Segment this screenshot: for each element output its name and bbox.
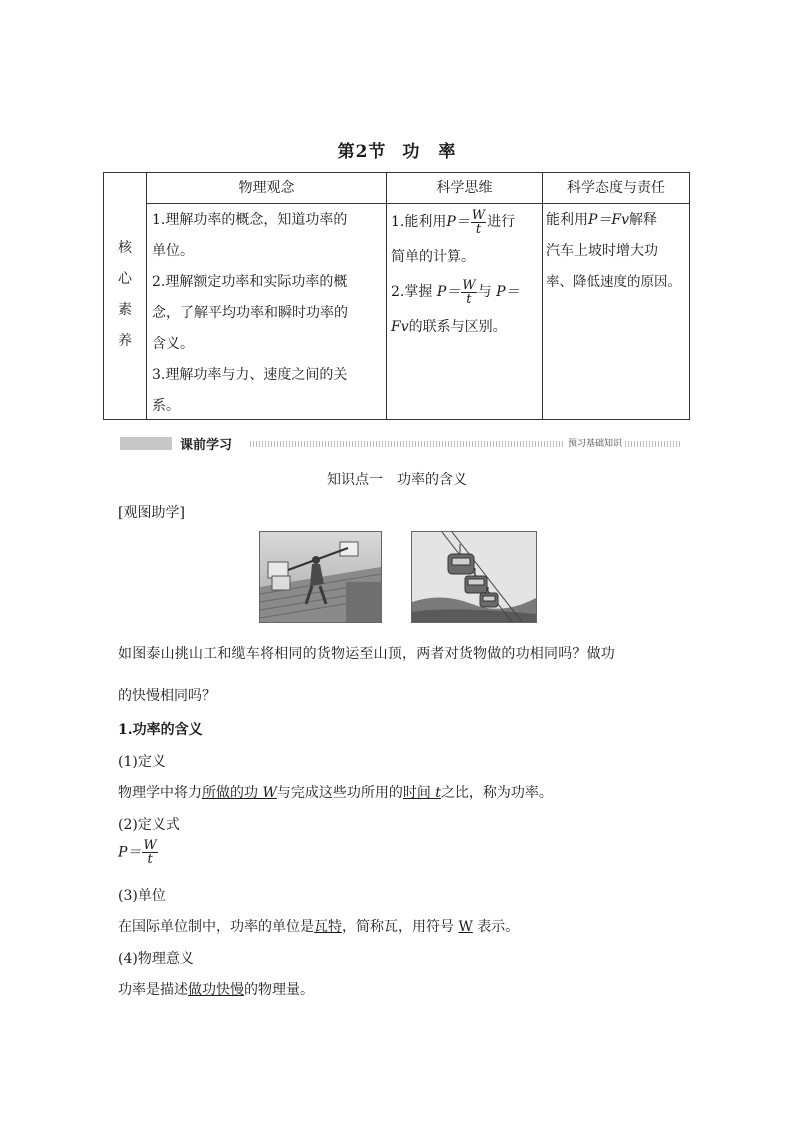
- section-banner: [120, 437, 680, 451]
- definition-formula: P＝ $\frac{W}{t}$: [118, 838, 157, 867]
- core-literacy-table: [103, 172, 690, 420]
- definition-text: 物理学中将力所做的功 W与完成这些功所用的时间 t之比，称为功率。: [118, 785, 553, 801]
- question-line-2: 的快慢相同吗？: [118, 688, 216, 704]
- subheading-formula: (2)定义式: [118, 817, 180, 833]
- subheading-unit: (3)单位: [118, 888, 166, 904]
- heading-meaning-of-power: 1.功率的含义: [118, 722, 203, 738]
- subheading-definition: (1)定义: [118, 754, 166, 770]
- section-name: 功 率: [402, 142, 457, 162]
- header-scientific-thinking: 科学思维: [436, 180, 493, 196]
- section-number: 第2节: [337, 142, 387, 162]
- banner-label: 课前学习: [180, 438, 233, 453]
- question-line-1: 如图泰山挑山工和缆车将相同的货物运至山顶，两者对货物做的功相同吗？做功: [118, 646, 615, 662]
- attitude-cell: 能利用P＝Fv解释 汽车上坡时增大功 率、降低速度的原因。: [546, 212, 681, 290]
- core-literacy-label: 核 心 素 养: [118, 240, 132, 349]
- cable-car-photo: [411, 531, 537, 623]
- unit-text: 在国际单位制中，功率的单位是瓦特，简称瓦，用符号 W 表示。: [118, 919, 520, 935]
- header-attitude: 科学态度与责任: [567, 180, 665, 196]
- scientific-thinking-cell: 1.能利用P＝ $\frac{W}{t}$ 进行 简单的计算。 2.掌握 P＝ $\frac{W}{t}$ 与 P＝ Fv的联系与区别。: [391, 207, 520, 335]
- knowledge-point-heading: 知识点一 功率的含义: [327, 472, 467, 488]
- page-title: [0, 137, 794, 162]
- header-physics-concept: 物理观念: [238, 180, 295, 196]
- formula-fraction: $\frac{W}{t}$: [143, 838, 157, 867]
- formula-fraction: $\frac{W}{t}$: [462, 277, 476, 307]
- formula-fraction: $\frac{W}{t}$: [471, 207, 486, 237]
- banner-tag: 预习基础知识: [565, 436, 625, 449]
- physical-meaning-text: 功率是描述做功快慢的物理量。: [118, 982, 314, 998]
- porter-photo: [259, 531, 382, 623]
- subheading-physical-meaning: (4)物理意义: [118, 951, 194, 967]
- guide-label: [观图助学]: [118, 505, 185, 521]
- physics-concept-cell: 1.理解功率的概念，知道功率的 单位。 2.理解额定功率和实际功率的概 念，了解平均功率和瞬时功率的 含义。 3.理解功率与力、速度之间的关 系。: [152, 212, 348, 414]
